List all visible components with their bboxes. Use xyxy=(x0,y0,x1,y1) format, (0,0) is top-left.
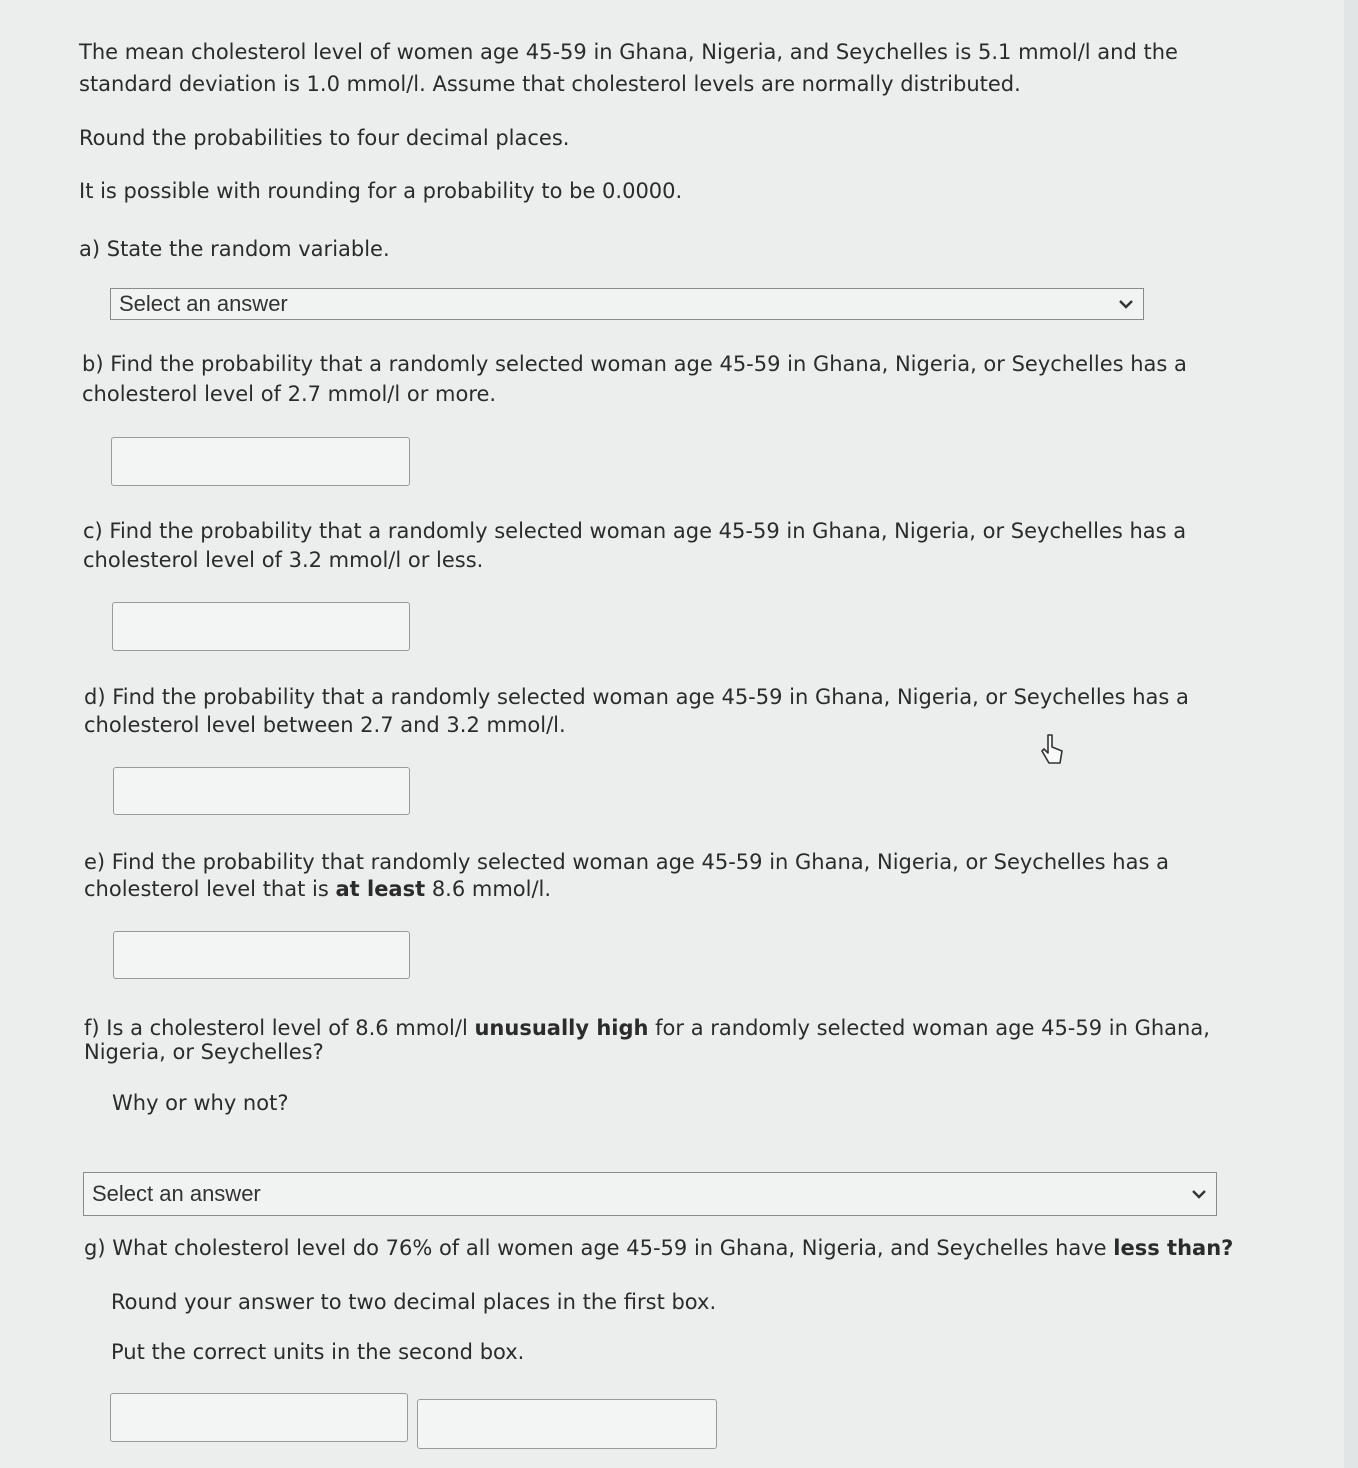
chevron-down-icon xyxy=(1182,1189,1216,1199)
question-g-pre: g) What cholesterol level do 76% of all women age 45-59 in Ghana, Nigeria, and Seychelles have xyxy=(84,1236,1114,1260)
answer-g-units-input[interactable] xyxy=(417,1399,717,1449)
random-variable-select[interactable] xyxy=(110,288,1144,320)
question-e-line2-post: 8.6 mmol/l. xyxy=(425,877,552,901)
answer-d-input[interactable] xyxy=(113,767,410,815)
intro-text-line2: standard deviation is 1.0 mmol/l. Assume that cholesterol levels are normally distributed. xyxy=(79,72,1021,96)
question-d-line2: cholesterol level between 2.7 and 3.2 mmol/l. xyxy=(84,713,566,737)
question-e-line1: e) Find the probability that randomly selected woman age 45-59 in Ghana, Nigeria, or Seychelles has a xyxy=(84,850,1169,874)
rounding-instruction: Round the probabilities to four decimal places. xyxy=(79,126,570,150)
round-two-decimals-note: Round your answer to two decimal places in the first box. xyxy=(111,1290,717,1314)
unusually-high-reason-select[interactable] xyxy=(83,1172,1217,1216)
question-b-line2: cholesterol level of 2.7 mmol/l or more. xyxy=(82,382,497,406)
why-prompt: Why or why not? xyxy=(112,1091,289,1115)
question-d-line1: d) Find the probability that a randomly selected woman age 45-59 in Ghana, Nigeria, or Seychelles has a xyxy=(84,685,1189,709)
units-note: Put the correct units in the second box. xyxy=(111,1340,525,1364)
reason-select-label: Select an answer xyxy=(92,1181,261,1206)
pointer-cursor-icon xyxy=(1040,733,1064,771)
intro-text-line1: The mean cholesterol level of women age 45-59 in Ghana, Nigeria, and Seychelles is 5.1 mmol/l and the xyxy=(79,40,1178,64)
question-c-line1: c) Find the probability that a randomly selected woman age 45-59 in Ghana, Nigeria, or Seychelles has a xyxy=(83,519,1187,543)
question-b-line1: b) Find the probability that a randomly selected woman age 45-59 in Ghana, Nigeria, or Seychelles has a xyxy=(82,352,1187,376)
chevron-down-icon xyxy=(1109,299,1143,309)
answer-e-input[interactable] xyxy=(113,931,410,979)
answer-c-input[interactable] xyxy=(112,602,410,651)
question-e-line2-pre: cholesterol level that is xyxy=(84,877,336,901)
question-e-line2 xyxy=(84,875,551,903)
question-f-line1-post: for a randomly selected woman age 45-59 in Ghana, xyxy=(648,1016,1210,1040)
random-variable-select-label: Select an answer xyxy=(119,291,288,316)
question-g xyxy=(84,1234,1233,1262)
question-g-emphasis: less than? xyxy=(1113,1236,1234,1260)
rounding-note: It is possible with rounding for a probability to be 0.0000. xyxy=(79,179,683,203)
question-f-emphasis: unusually high xyxy=(474,1016,649,1040)
question-f-line2: Nigeria, or Seychelles? xyxy=(84,1040,324,1064)
answer-g-value-input[interactable] xyxy=(110,1393,408,1442)
question-a: a) State the random variable. xyxy=(79,237,390,261)
answer-b-input[interactable] xyxy=(111,437,410,486)
right-edge-strip xyxy=(1344,0,1358,1468)
question-f-line1-pre: f) Is a cholesterol level of 8.6 mmol/l xyxy=(84,1016,475,1040)
question-c-line2: cholesterol level of 3.2 mmol/l or less. xyxy=(83,548,484,572)
question-e-emphasis: at least xyxy=(335,877,426,901)
